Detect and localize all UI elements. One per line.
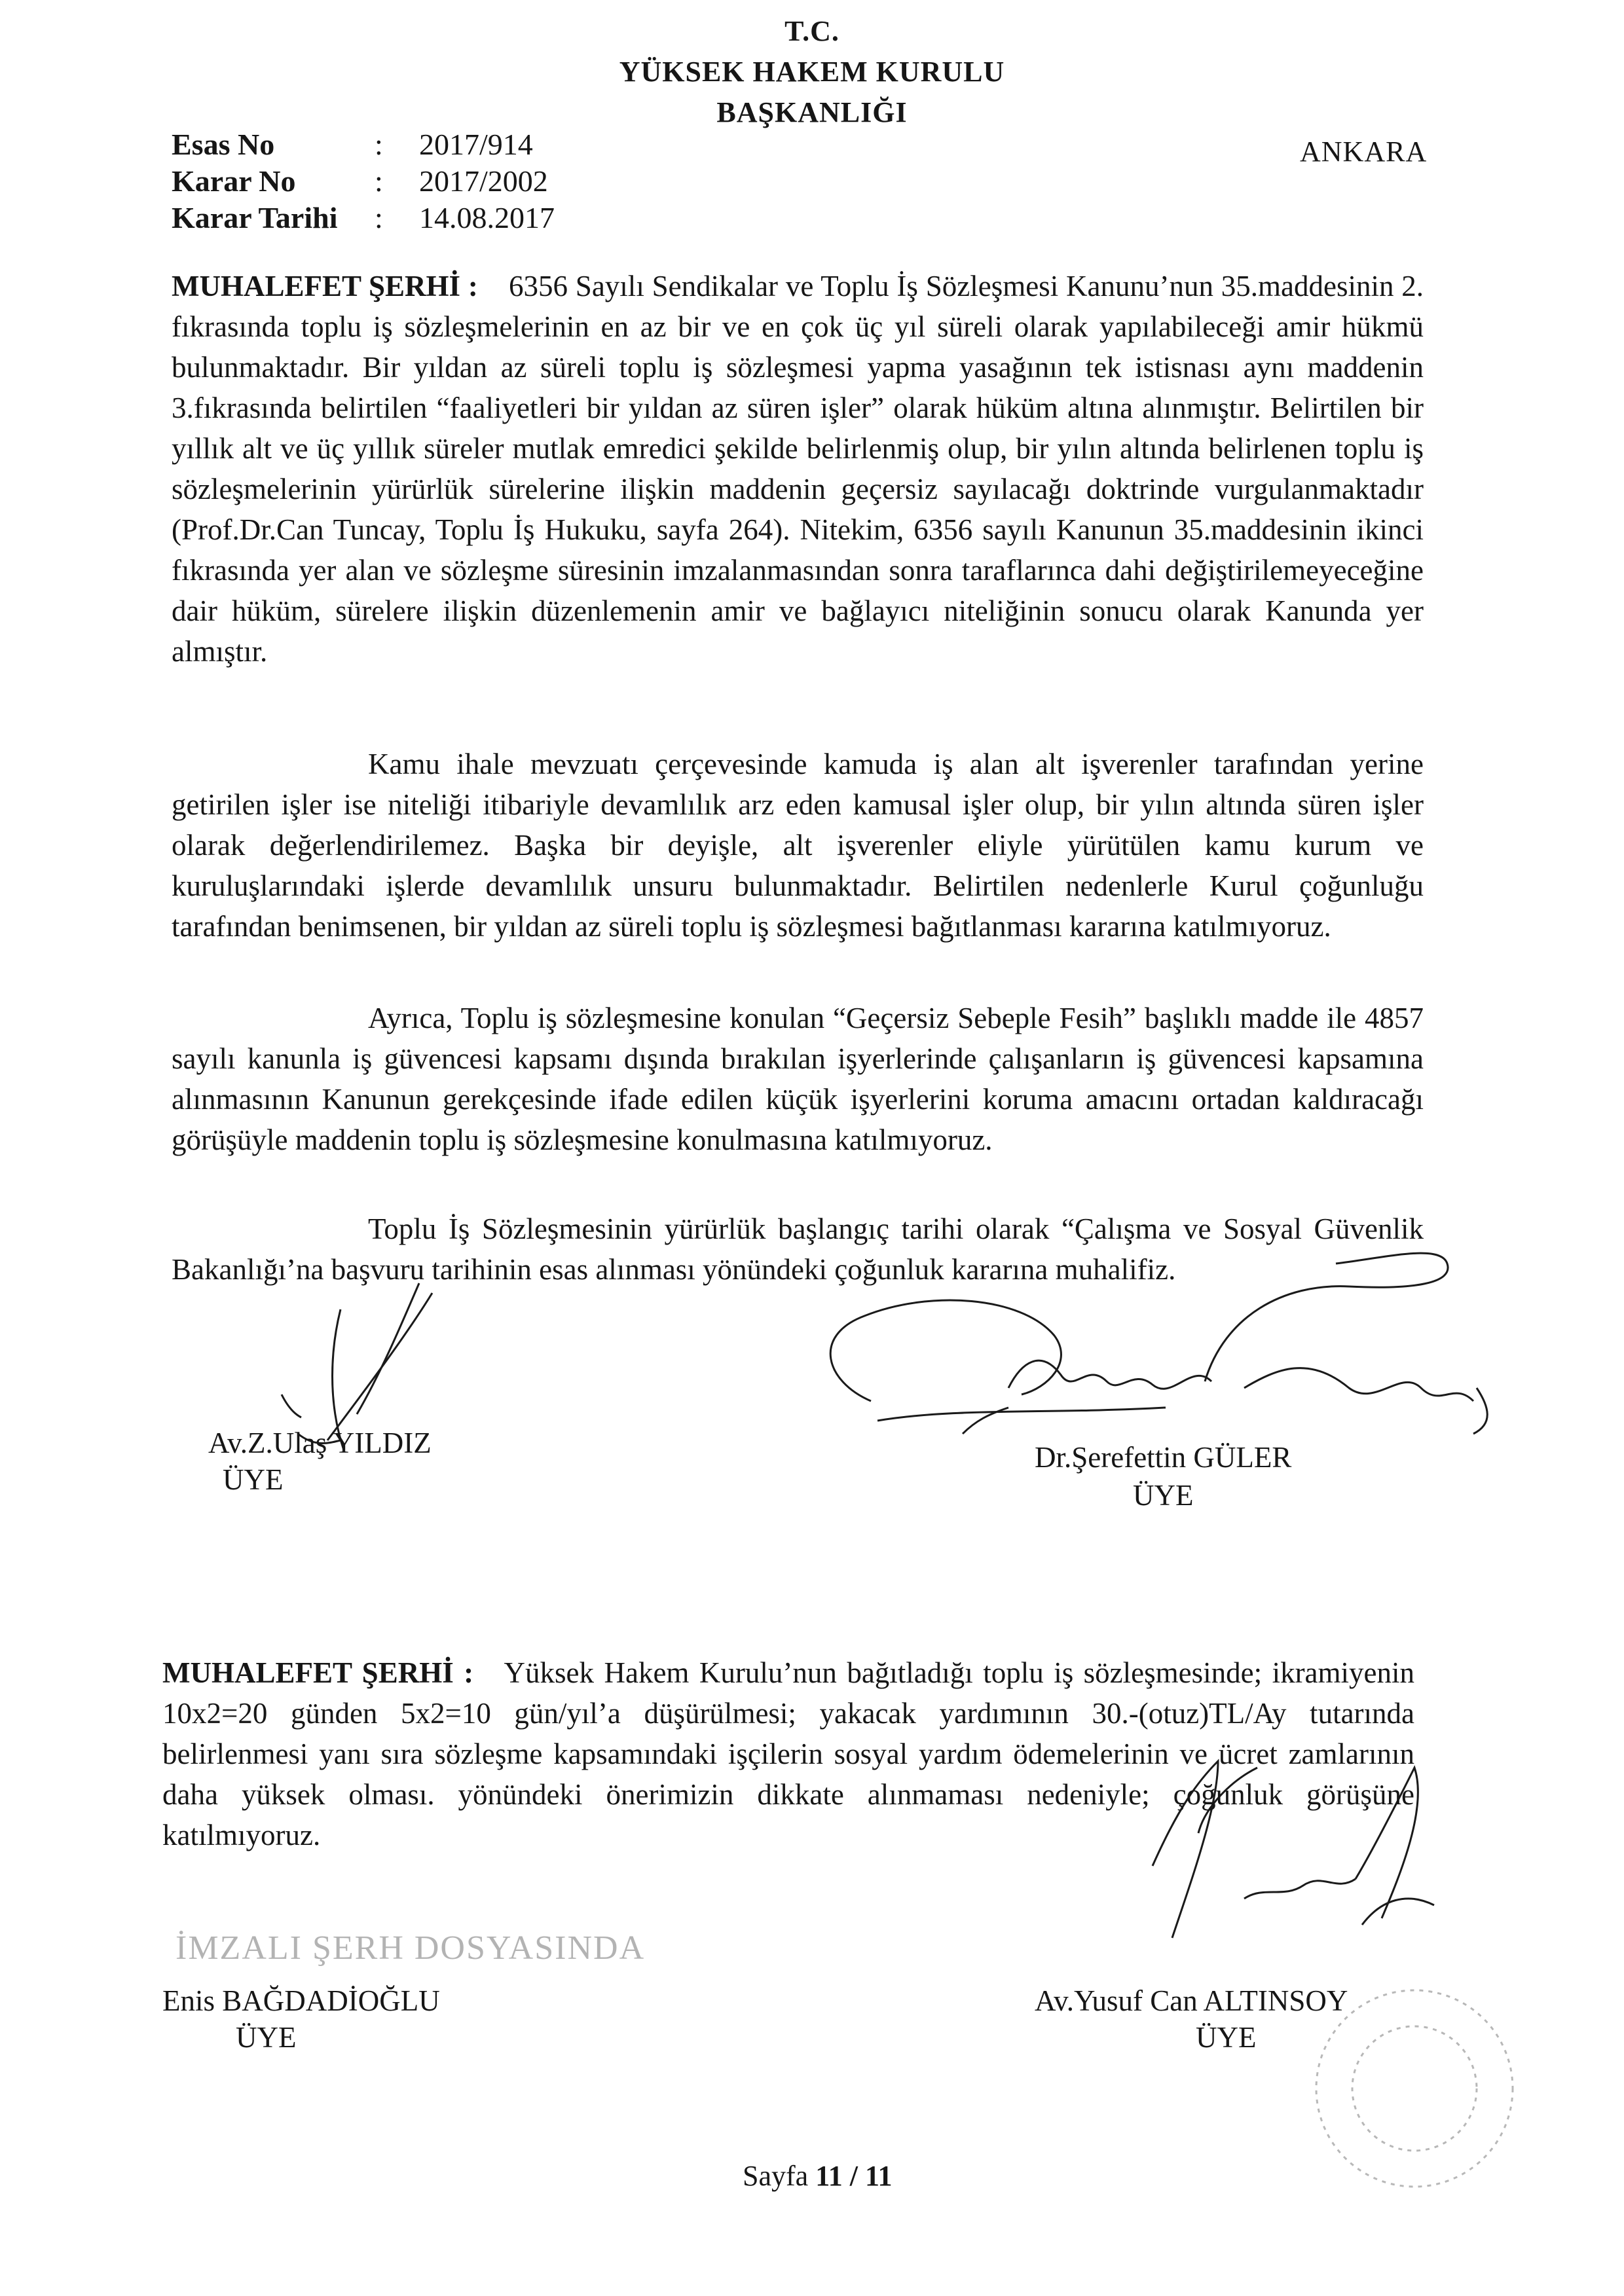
city: ANKARA (1300, 136, 1428, 168)
signer-left-name: Av.Z.Ulaş YILDIZ (208, 1427, 432, 1459)
signature-yildiz (282, 1283, 432, 1450)
official-seal (1316, 1990, 1513, 2187)
tarih-colon: : (375, 201, 383, 234)
dissent-1-text-2: Kamu ihale mevzuatı çerçevesinde kamuda iş alan alt işverenler tarafından yerine getirilen işler ise niteliği itibariyle devamlılık arz eden kamusal işler olup, bir yılın altında süren işler olarak değerlendirilemez. Başka bir deyişle, alt işverenler eliyle yürütülen kamu kurum ve kuruluşlarındaki işlerde devamlılık unsuru bulunmaktadır. Belirtilen nedenlerle Kurul çoğunluğu tarafından benimsenen, bir yıldan az süreli toplu iş sözleşmesi bağıtlanması kararına katılmıyoruz. (172, 748, 1424, 943)
esas-value: 2017/914 (419, 128, 533, 161)
org-country: T.C. (784, 15, 840, 47)
signer-2-right-role: ÜYE (1196, 2021, 1257, 2054)
dissent-2-text: Yüksek Hakem Kurulu’nun bağıtladığı toplu iş sözleşmesinde; ikramiyenin 10x2=20 günden 5x2=10 gün/yıl’a düşürülmesi; yakacak yardımının 30.-(otuz)TL/Ay tutarında belirlenmesi yanı sıra sözleşme kapsamındaki işçilerin sosyal yardım ödemelerinin ve ücret zamlarının daha yüksek olması. yönündeki önerimizin dikkate alınmaması nedeniyle; çoğunluk görüşüne katılmıyoruz. (162, 1656, 1415, 1851)
dissent-1-text-1: 6356 Sayılı Sendikalar ve Toplu İş Sözleşmesi Kanunu’nun 35.maddesinin 2. fıkrasında toplu iş sözleşmelerinin en az bir ve en çok üç yıl süreli olarak yapılabileceği amir hükmü bulunmaktadır. Bir yıldan az süreli toplu iş sözleşmesi yapma yasağının tek istisnası aynı maddenin 3.fıkrasında belirtilen “faaliyetleri bir yıldan az süren işler” olarak hüküm altına alınmıştır. Belirtilen bir yıllık alt ve üç yıllık süreler mutlak emredici şekilde belirlenmiş olup, bir yılın altında belirlenen toplu iş sözleşmelerinin yürürlük sürelerine ilişkin maddenin geçersiz sayılacağı doktrinde vurgulanmaktadır (Prof.Dr.Can Tuncay, Toplu İş Hukuku, sayfa 264). Nitekim, 6356 sayılı Kanunun 35.maddesinin ikinci fıkrasında yer alan ve sözleşme süresinin imzalanmasından sonra taraflarınca dahi değiştirilemeyeceğine dair hüküm, sürelere ilişkin düzenlemenin amir ve bağlayıcı niteliğinin sonucu olarak Kanunda yer almıştır. (172, 270, 1424, 668)
page-value: 11 / 11 (815, 2160, 893, 2192)
dissent-1-text-4: Toplu İş Sözleşmesinin yürürlük başlangıç tarihi olarak “Çalışma ve Sosyal Güvenlik Bakanlığı’na başvuru tarihinin esas alınması yönündeki çoğunluk kararına muhalifiz. (172, 1212, 1424, 1286)
dissent-2-paragraph (162, 1652, 1414, 1855)
dissent-1-heading: MUHALEFET ŞERHİ : (172, 270, 478, 302)
page-number (743, 2159, 893, 2193)
signer-2-left-name: Enis BAĞDADİOĞLU (162, 1984, 440, 2017)
tarih-label: Karar Tarihi (172, 201, 338, 234)
dissent-1-text-3: Ayrıca, Toplu iş sözleşmesine konulan “Geçersiz Sebeple Fesih” başlıklı madde ile 4857 sayılı kanunla iş güvencesi kapsamı dışında bırakılan işyerlerinde çalışanların iş güvencesi kapsamına alınmasının Kanunun gerekçesinde ifade edilen küçük işyerlerini koruma amacını ortadan kaldıracağı görüşüyle maddenin toplu iş sözleşmesine konulmasına katılmıyoruz. (172, 1002, 1424, 1156)
karar-label: Karar No (172, 164, 296, 198)
org-name: YÜKSEK HAKEM KURULU (619, 56, 1005, 88)
karar-colon: : (375, 164, 383, 198)
signer-2-right-name: Av.Yusuf Can ALTINSOY (1035, 1984, 1348, 2017)
org-department: BAŞKANLIĞI (716, 96, 908, 128)
tarih-value: 14.08.2017 (419, 201, 555, 234)
signer-right-role: ÜYE (1133, 1479, 1194, 1512)
signer-left-role: ÜYE (223, 1463, 284, 1496)
karar-value: 2017/2002 (419, 164, 548, 198)
signer-2-left-role: ÜYE (236, 2021, 297, 2054)
stamp-text: İMZALI ŞERH DOSYASINDA (175, 1929, 646, 1967)
signature-guler (830, 1253, 1487, 1434)
esas-colon: : (375, 128, 383, 161)
page-prefix: Sayfa (743, 2160, 816, 2192)
signer-right-name: Dr.Şerefettin GÜLER (1035, 1441, 1292, 1474)
dissent-2-heading: MUHALEFET ŞERHİ : (162, 1656, 474, 1689)
esas-label: Esas No (172, 128, 275, 161)
